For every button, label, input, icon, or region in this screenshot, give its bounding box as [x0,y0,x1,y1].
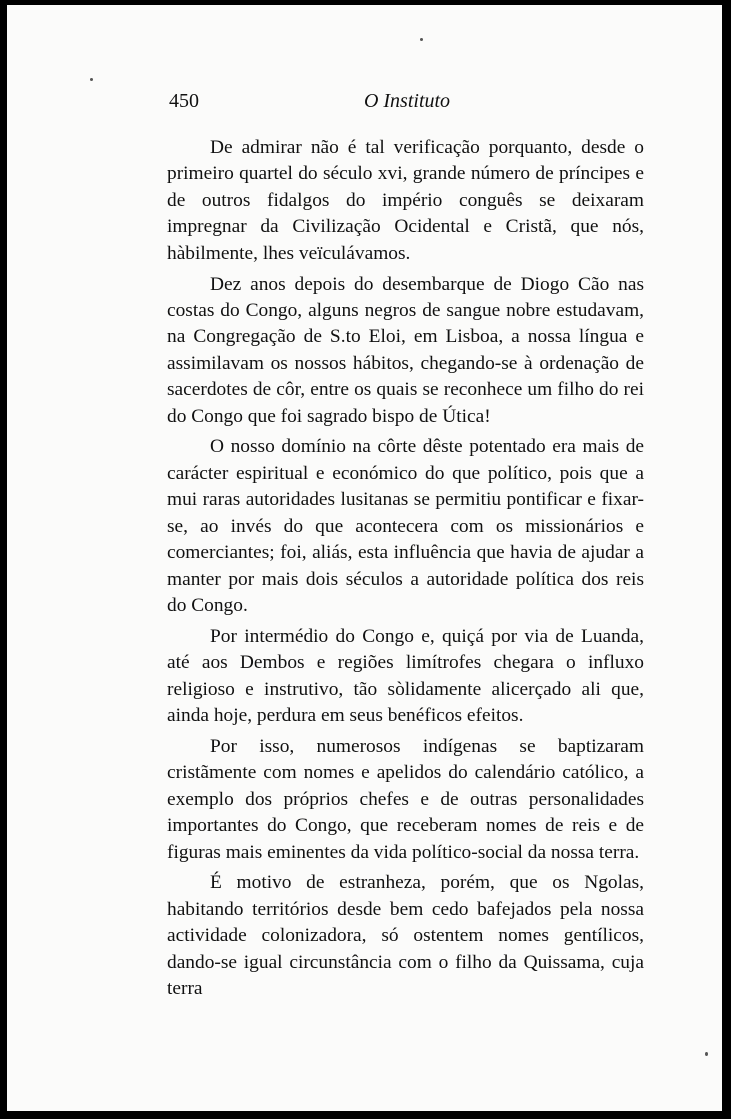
body-text [167,135,644,1007]
scan-speck [705,1052,708,1056]
scan-speck [420,38,423,41]
paragraph: Por isso, numerosos indígenas se baptizaram cristãmente com nomes e apelidos do calendário católico, a exemplo dos próprios chefes e de outras personalidades importantes do Congo, que receberam nomes de reis e de figuras mais eminentes da vida político-social da nossa terra. [167,735,644,863]
paragraph: É motivo de estranheza, porém, que os Ngolas, habitando territórios desde bem cedo bafejados pela nossa actividade colonizadora, só ostentem nomes gentílicos, dando-se igual circunstância com o filho da Quissama, cuja terra [167,872,644,1000]
paragraph: O nosso domínio na côrte dêste potentado era mais de carácter espiritual e económico do que político, pois que a mui raras autoridades lusitanas se permitiu pontificar e fixar-se, ao invés do que acontecera com os missionários e comerciantes; foi, aliás, esta influência que havia de ajudar a manter por mais dois séculos a autoridade política dos reis do Congo. [167,436,644,616]
page-number: 450 [169,90,199,112]
book-page [7,5,722,1111]
running-head [169,90,645,116]
paragraph: Por intermédio do Congo e, quiçá por via de Luanda, até aos Dembos e regiões limítrofes chegara o influxo religioso e instrutivo, tão sòlidamente alicerçado ali que, ainda hoje, perdura em seus benéficos efeitos. [167,625,644,727]
paragraph: De admirar não é tal verificação porquanto, desde o primeiro quartel do século xvi, grande número de príncipes e de outros fidalgos do império conguês se deixaram impregnar da Civilização Ocidental e Cristã, que nós, hàbilmente, lhes veïculávamos. [167,137,644,264]
paragraph: Dez anos depois do desembarque de Diogo Cão nas costas do Congo, alguns negros de sangue nobre estudavam, na Congregação de S.to Eloi, em Lisboa, a nossa língua e assimilavam os nossos hábitos, chegando-se à ordenação de sacerdotes de côr, entre os quais se reconhece um filho do rei do Congo que foi sagrado bispo de Útica! [167,273,644,427]
scan-speck [90,78,93,81]
journal-title: O Instituto [363,90,451,112]
